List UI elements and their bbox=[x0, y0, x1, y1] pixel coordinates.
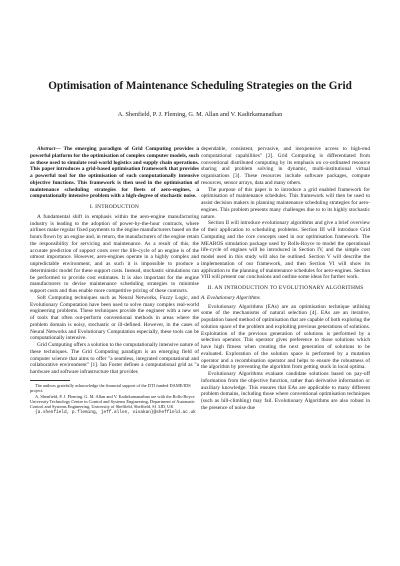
footnote-emails: {a.shenfield, p.fleming, jeff.allen, visakan}@sheffield.ac.uk bbox=[35, 409, 196, 415]
section-heading-evolutionary: II. AN INTRODUCTION TO EVOLUTIONARY ALGORITHMS bbox=[207, 285, 364, 291]
body-paragraph: dependable, consistent, pervasive, and inexpensive access to high-end computational capabilities" [2]. Grid Computing is differentiated from conventional distributed computing by its emphasis on co-ordinated resource sharing and problem solving in dynamic, multi-institutional virtual organisations [3]. These resources include software packages, compute resources, sensor arrays, data and many others. bbox=[201, 146, 370, 186]
abstract-label: Abstract bbox=[37, 146, 56, 152]
footnote-paragraph: A. Shenfield, P. J. Fleming, G. M. Allan and V. Kadirkamanathan are with the Rolls-Royce University Technology Centre in Control and Systems Engineering, Department of Automatic Control and Systems Engineering, University of Sheffield, Sheffield, S1 3JD, UK bbox=[30, 393, 195, 410]
footnote bbox=[30, 383, 199, 415]
footnote-paragraph: The authors gratefully acknowledge the financial support of the DTI funded DAME/IDS project. bbox=[30, 382, 191, 394]
section-heading-introduction: I. INTRODUCTION bbox=[89, 204, 140, 210]
body-paragraph: The purpose of this paper is to introduce a grid enabled framework for optimisation of maintenance schedules. This framework will then be used to assist decision makers in planning maintenance scheduling strategies for aero-engines. This problem presents many challenges due to to its highly stochastic nature. bbox=[201, 186, 370, 220]
intro-paragraph: A fundamental shift in emphasis within the aero-engine manufacturing industry is leading to the adoption of power-by-the-hour contracts, where airlines make regular fixed payments to the engine manufacturers based on the hours flown by an engine and, in return, the manufacturers of the engine retain the responsibility for servicing and maintenance. As a result of this, the accurate prediction of support costs over the life-cycle of an engine is of the utmost importance. However, aero-engines operate in a highly complex and unpredictable environment, and as such it is impossible to produce a deterministic model for these support costs. Instead, stochastic simulations can be performed to provide cost estimates. It is also important for the engine manufacturers to devise maintenance scheduling strategies to minimise support costs and thus enable more competitive pricing of these contracts. bbox=[30, 213, 199, 295]
subsection-heading-ea: A. Evolutionary Algorithms bbox=[201, 294, 260, 301]
body-paragraph: Section II will introduce evolutionary algorithms and give a brief overview of their application to scheduling problems. Section III will introduce Grid Computing and the core concepts used in our optimisation framework. The MEAROS simulation package used by Rolls-Royce to model the operational life-cycle of engines will be introduced in Section IV, and the simple cost model used in this study will also be outlined. Section V will describe the implementation of our framework, and then Section VI will show its application to the planning of maintenance schedules for aero-engines. Section VIII will present our conclusions and outline some ideas for further work. bbox=[201, 220, 370, 281]
paper-title: Optimisation of Maintenance Scheduling Strategies on the Grid bbox=[48, 80, 352, 92]
left-column bbox=[30, 146, 199, 415]
intro-paragraph: Grid Computing offers a solution to the computationally intensive nature of these techniques. The Grid Computing paradigm is an emerging field of computer science that aims to offer "a seamless, integrated computational and collaborative environment" [1]. Ian Foster defines a computational grid as "a hardware and software infrastructure that provides bbox=[30, 342, 199, 376]
abstract bbox=[30, 146, 199, 200]
footnote-rule bbox=[30, 380, 70, 381]
paper-authors: A. Shenfield, P. J. Fleming, G. M. Allan and V. Kadirkamanathan bbox=[117, 111, 283, 118]
body-paragraph: Evolutionary Algorithms evaluate candidate solutions based on pay-off information from the objective function, rather than derivative information or auxiliary knowledge. This ensures that EAs are applicable to many different problem domains, including those where conventional optimisation techniques (such as hill-climbing) may fail. Evolutionary Algorithms are also robust in the presence of noise due bbox=[201, 371, 370, 411]
right-column bbox=[201, 146, 370, 412]
abstract-text: — The emerging paradigm of Grid Computing provides a powerful platform for the optimisation of complex computer models, such as those used to simulate real-world logistics and supply chain operations. This paper introduces a grid-based optimisation framework that provides a powerful tool for the optimisation of such computationally intensive objective functions. This framework is then used in the optimisation of maintenance scheduling strategies for fleets of aero-engines, a computationally intensive problem with a high-degree of stochastic noise. bbox=[30, 146, 199, 200]
intro-paragraph: Soft Computing techniques such as Neural Networks, Fuzzy Logic, and Evolutionary Computation have been used to solve many complex real-world engineering problems. These techniques provide the engineer with a new set of tools that often out-perform conventional methods in areas where the problem domain is noisy, stochastic or ill-defined. However, in the cases of Neural Networks and Evolutionary Computation especially, these tools can be computationally intensive. bbox=[30, 294, 199, 342]
body-paragraph: Evolutionary Algorithms (EAs) are an optimisation technique utilising some of the mechanisms of natural selection [4]. EAs are an iterative, population based method of optimisation that are capable of both exploring the solution space of the problem and exploiting previous generations of solutions. Exploitation of the previous generation of solutions is performed by a selection operator. This operator gives preference to those solutions which have high fitness when creating the next generation of solutions to be evaluated. Exploration of the solution space is performed by a mutation operator and a recombination operator and helps to ensure the robustness of the algorithm by preventing the algorithm from getting stuck in local optima. bbox=[201, 303, 370, 371]
